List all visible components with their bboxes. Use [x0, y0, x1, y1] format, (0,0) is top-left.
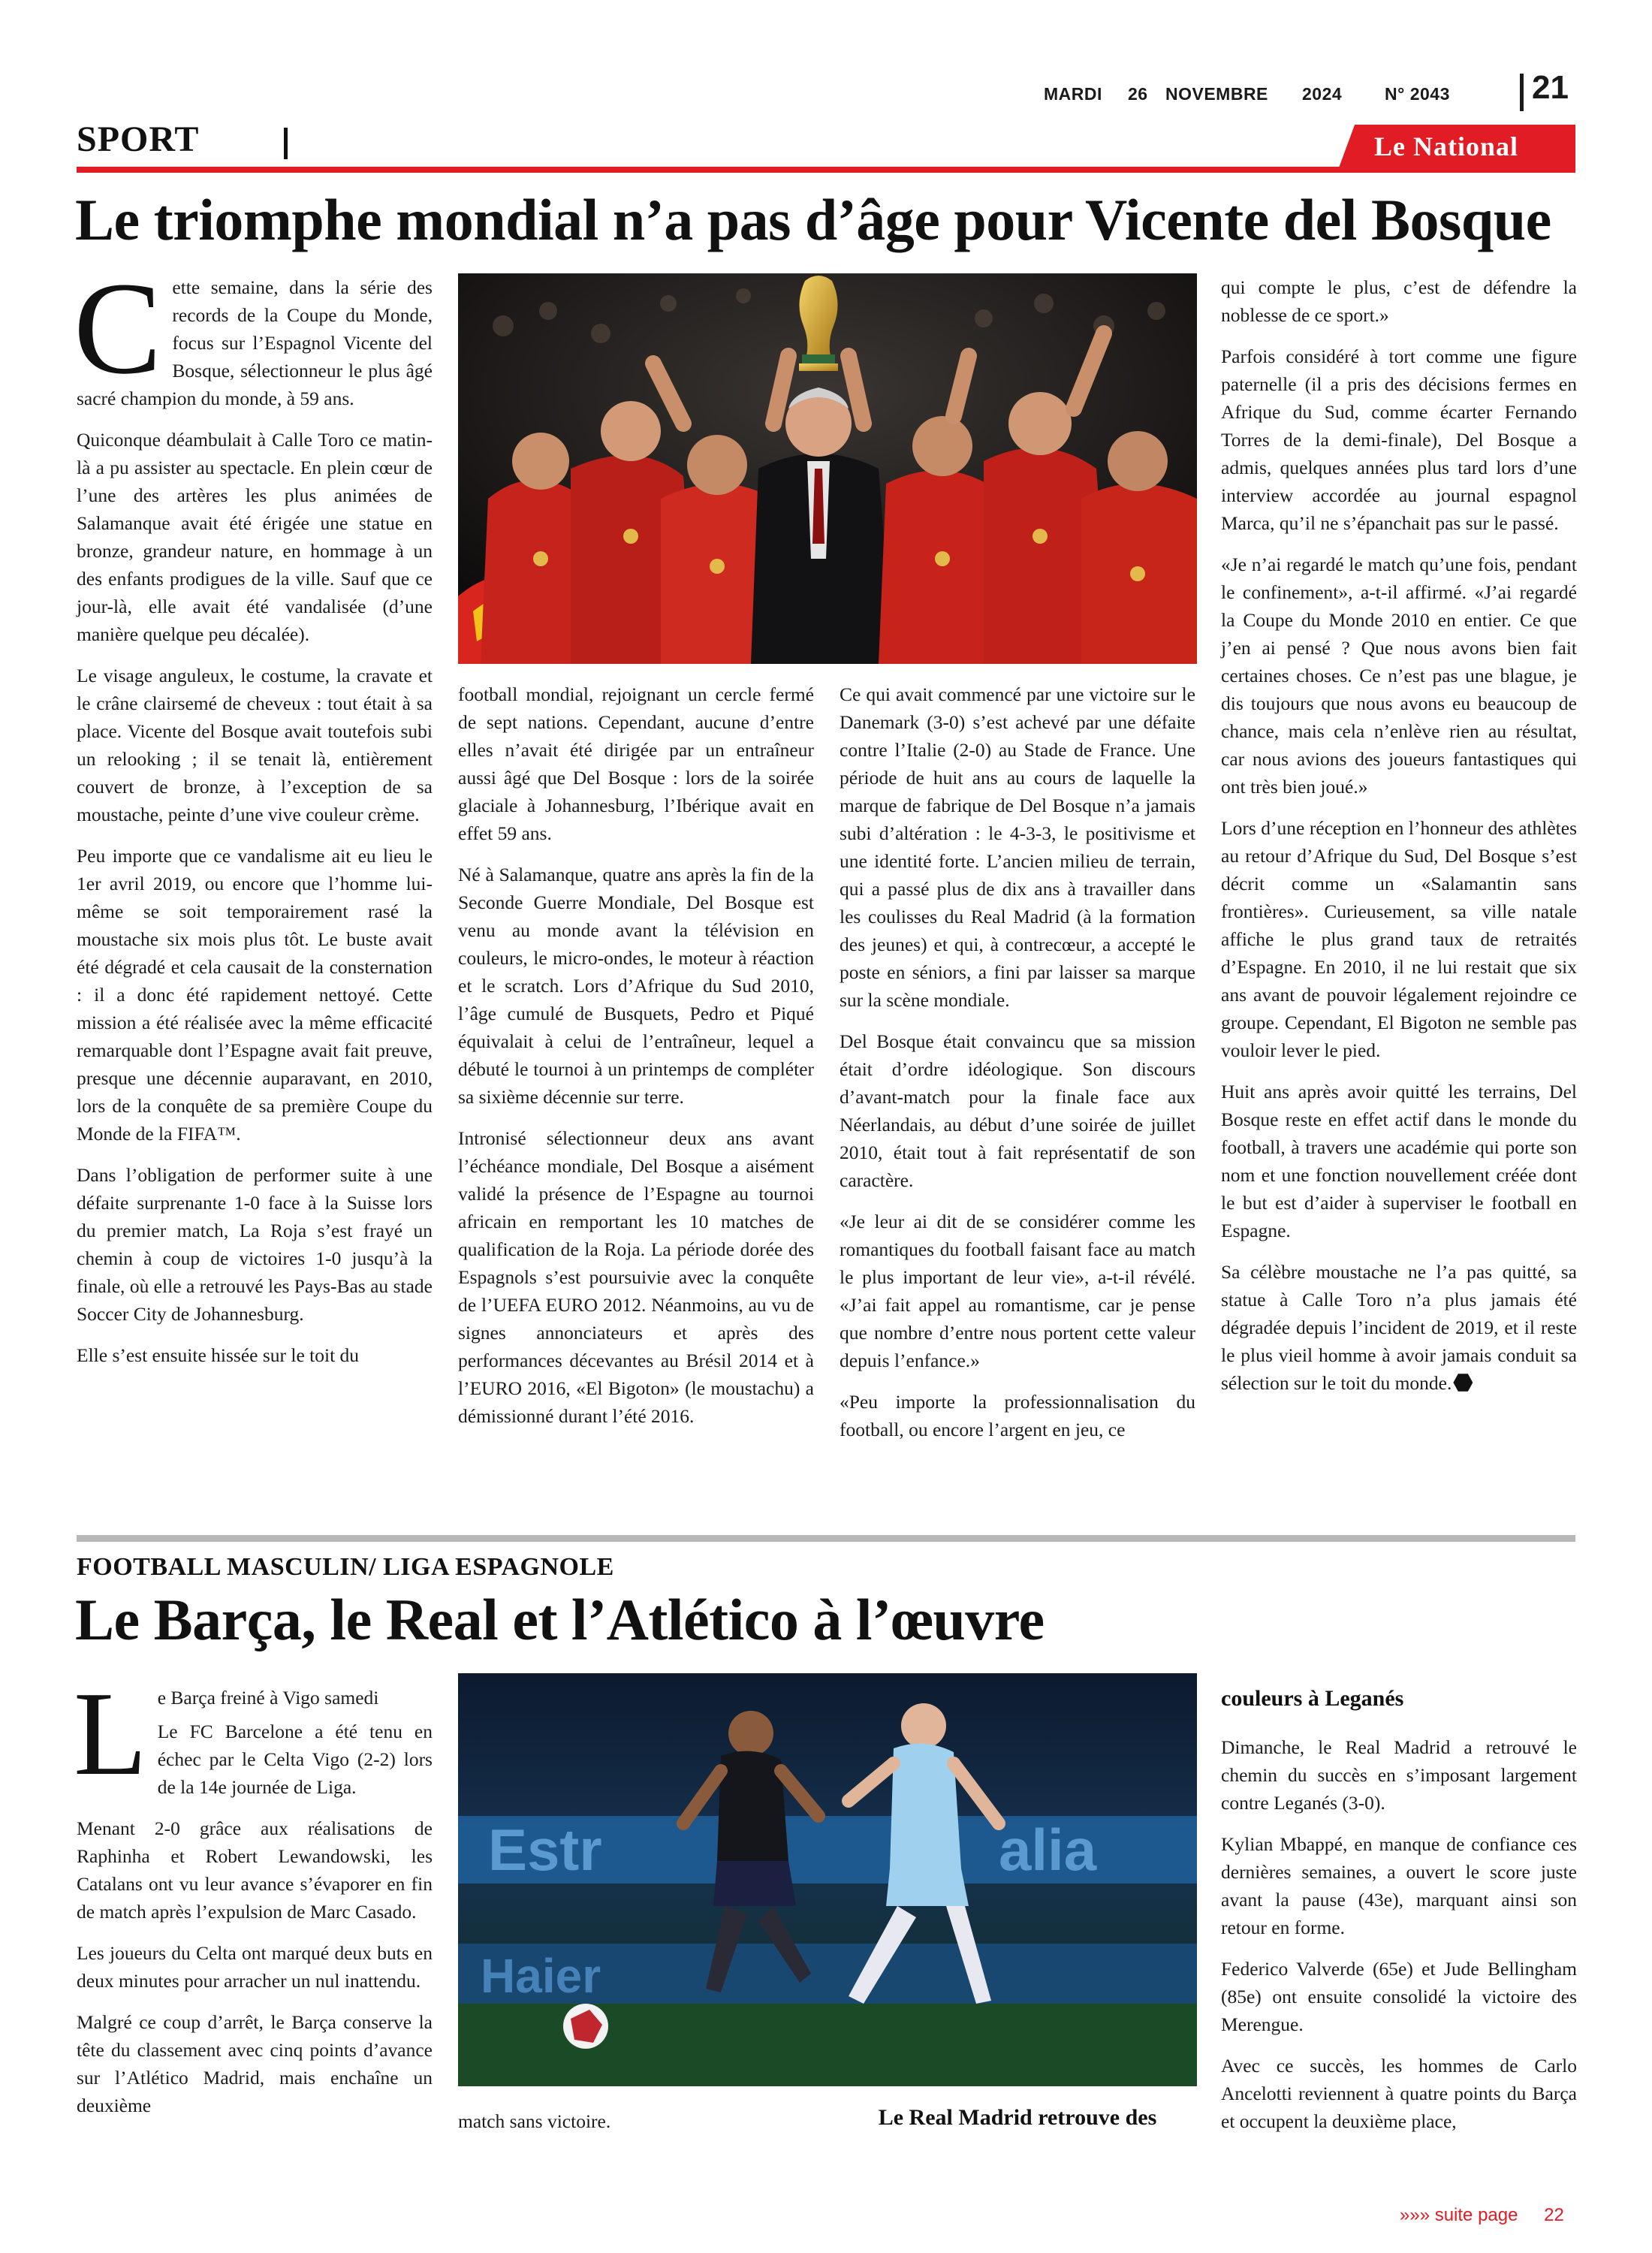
article1-paragraph: Né à Salamanque, quatre ans après la fin de la Seconde Guerre Mondiale, Del Bosque est venu au monde avant la télévision en couleurs, le micro-ondes, le moteur à réaction et le scratch. Lors d’Afrique du Sud 2010, l’âge cumulé de Busquets, Pedro et Piqué équivalait à celui de l’entraîneur, lequel a débuté le tournoi à un printemps de compléter sa sixième décennie sur terre. [458, 864, 814, 1108]
article2-paragraph: Les joueurs du Celta ont marqué deux buts en deux minutes pour arracher un nul inattendu. [77, 1942, 433, 1992]
article1-paragraph: «Je n’ai regardé le match qu’une fois, pendant le confinement», a-t-il affirmé. «J’ai regardé la Coupe du Monde 2010 en entier. Ce que j’en ai pensé ? Que nous avons bien fait certaines choses. Ce n’est pas une blague, je dis toujours que nous avons eu beaucoup de chance, mais cela n’enlève rien au résultat, car nous avions des joueurs fantastiques qui ont très bien joué.» [1221, 553, 1577, 798]
svg-text:Estr: Estr [488, 1817, 602, 1883]
section-label: SPORT [77, 119, 200, 159]
article1-paragraph: Parfois considéré à tort comme une figure paternelle (il a pris des décisions fermes en Afrique du Sud, comme écarter Fernando Torres de la demi-finale), Del Bosque a admis, quelques années plus tard lors d’une interview accordée au journal espagnol Marca, qu’il ne s’épanchait pas sur le passé. [1221, 345, 1577, 534]
article2-dropcap: L [74, 1666, 147, 1800]
end-of-article-icon [1453, 1373, 1473, 1392]
article1-paragraph: qui compte le plus, c’est de défendre la noblesse de ce sport.» [1221, 276, 1577, 326]
article1-paragraph: Lors d’une réception en l’honneur des athlètes au retour d’Afrique du Sud, Del Bosque s’est décrit comme un «Salamantin sans frontières». Curieusement, sa ville natale affiche le plus grand taux de retraités d’Espagne. En 2010, il ne lui restait que six ans avant de pouvoir légalement rejoindre ce groupe. Cependant, El Bigoton ne semble pas vouloir lever le pied. [1221, 817, 1577, 1061]
date-day: MARDI [1044, 84, 1102, 104]
page-number-divider [1520, 74, 1524, 111]
article2-subhead-continued: couleurs à Leganés [1221, 1686, 1404, 1711]
continued-on-page [1395, 2205, 1564, 2226]
article2-lead-text: e Barça freiné à Vigo samedi [157, 1687, 379, 1709]
article1-paragraph: Dans l’obligation de performer suite à une défaite surprenante 1-0 face à la Suisse lors du premier match, La Roja s’est frayé un chemin à coup de victoires 1-0 jusqu’à la finale, où elle a retrouvé les Pays-Bas au stade Soccer City de Johannesburg. [77, 1164, 433, 1325]
article1-dropcap: C [74, 255, 162, 402]
article1-column-3 [840, 680, 1195, 1457]
article2-paragraph: match sans victoire. [458, 2110, 611, 2132]
article1-paragraph: «Je leur ai dit de se considérer comme les romantiques du football faisant face au match le plus important de leur vie», a-t-il révélé. «J’ai fait appel au romantisme, car je pense que nombre d’entre nous portent cette valeur depuis l’enfance.» [840, 1211, 1195, 1371]
date-month: NOVEMBRE [1165, 84, 1268, 104]
continued-label: »»» suite page [1400, 2205, 1518, 2225]
article1-headline: Le triomphe mondial n’a pas d’âge pour Vicente del Bosque [75, 187, 1551, 252]
svg-text:alia: alia [999, 1817, 1097, 1883]
article1-paragraph: Ce qui avait commencé par une victoire sur le Danemark (3-0) s’est achevé par une défaite contre l’Italie (2-0) au Stade de France. Une période de huit ans au cours de laquelle la marque de fabrique de Del Bosque n’a jamais subi d’altération : le 4-3-3, le positivisme et une identité forte. L’ancien milieu de terrain, qui a passé plus de dix ans à travailler dans les coulisses du Real Madrid (à la formation des jeunes) et qui, à contrecœur, a accepté le poste en séniors, a fini par laisser sa marque sur la scène mondiale. [840, 683, 1195, 1011]
article2-headline: Le Barça, le Real et l’Atlético à l’œuvre [75, 1587, 1045, 1652]
article1-lead [74, 255, 433, 412]
date-day-number: 26 [1128, 84, 1148, 104]
article1-paragraph: Peu importe que ce vandalisme ait eu lieu le 1er avril 2019, ou encore que l’homme lui-même se soit temporairement rasé la moustache six mois plus tôt. Le buste avait été dégradé et cela causait de la consternation : il a donc été rapidement nettoyé. Cette mission a été réalisée avec la même efficacité remarquable dont l’Espagne avait fait preuve, presque une décennie auparavant, en 2010, lors de la conquête de sa première Coupe du Monde de la FIFA™. [77, 845, 433, 1145]
trophy-celebration-illustration [458, 273, 1197, 664]
article1-last-paragraph [1221, 1258, 1577, 1397]
section-divider [284, 128, 288, 159]
article2-column-1 [74, 1666, 433, 2133]
article1-paragraph: Huit ans après avoir quitté les terrains, Del Bosque reste en effet actif dans le monde du football, à travers une académie qui porte son nom et une fonction nouvellement créée dont le but est d’aider à superviser le football en Espagne. [1221, 1081, 1577, 1241]
continued-page-number: 22 [1544, 2205, 1564, 2225]
photo-match-action [458, 1673, 1197, 2086]
article2-subhead: Le Real Madrid retrouve des [878, 2105, 1157, 2130]
article2-paragraph: Menant 2-0 grâce aux réalisations de Raphinha et Robert Lewandowski, les Catalans ont vu leur avance s’évaporer en fin de match après l’expulsion de Marc Casado. [77, 1817, 433, 1923]
article1-paragraph: «Peu importe la professionnalisation du football, ou encore l’argent en jeu, ce [840, 1391, 1195, 1440]
article1-last-text: Sa célèbre moustache ne l’a pas quitté, sa statue à Calle Toro n’a plus jamais été dégradée depuis l’incident de 2019, et il reste le plus vieil homme à avoir jamais conduit sa sélection sur le toit du monde. [1221, 1261, 1577, 1394]
photo-trophy-celebration [458, 273, 1197, 664]
article1-paragraph: Del Bosque était convaincu que sa mission était d’ordre idéologique. Son discours d’avant-match pour la finale face aux Néerlandais, au début d’une soirée de juillet 2010, était tout à fait représentatif de son caractère. [840, 1030, 1195, 1191]
article2-paragraph: Kylian Mbappé, en manque de confiance ces dernières semaines, a ouvert le score juste avant la pause (43e), marquant ainsi son retour en forme. [1221, 1833, 1577, 1938]
article1-paragraph: football mondial, rejoignant un cercle fermé de sept nations. Cependant, aucune d’entre elles n’avait été dirigée par un entraîneur aussi âgé que Del Bosque : lors de la soirée glaciale à Johannesburg, l’Ibérique avait en effet 59 ans. [458, 683, 814, 844]
issue-number: N° 2043 [1385, 84, 1450, 104]
article1-column-1 [74, 255, 433, 1383]
article1-paragraph: Elle s’est ensuite hissée sur le toit du [77, 1344, 360, 1366]
match-action-illustration [458, 1673, 1197, 2086]
article1-column-2 [458, 680, 814, 1443]
article2-paragraph: Dimanche, le Real Madrid a retrouvé le chemin du succès en s’imposant largement contre Leganés (3-0). [1221, 1736, 1577, 1814]
article2-column-3 [840, 2103, 1195, 2146]
page-number: 21 [1532, 69, 1569, 106]
article2-lead-paragraph: Le FC Barcelone a été tenu en échec par le Celta Vigo (2-2) lors de la 14e journée de Liga. [157, 1721, 433, 1798]
header-rule [77, 167, 1575, 173]
article2-paragraph: Federico Valverde (65e) et Jude Bellingham (85e) ont ensuite consolidé la victoire des Merengue. [1221, 1958, 1577, 2035]
brand-name: Le National [1374, 131, 1519, 161]
article1-lead-text: ette semaine, dans la série des records de la Coupe du Monde, focus sur l’Espagnol Vicente del Bosque, sélectionneur le plus âgé sacré champion du monde, à 59 ans. [77, 276, 433, 409]
svg-text:Haier: Haier [481, 1949, 601, 2003]
article1-paragraph: Le visage anguleux, le costume, la cravate et le crâne clairsemé de cheveux : tout était à sa place. Vicente del Bosque avait toutefois subi un relooking ; il se tenait là, entièrement couvert de bronze, à l’exception de sa moustache, peinte d’une vive couleur crème. [77, 665, 433, 825]
article1-paragraph: Quiconque déambulait à Calle Toro ce matin-là a pu assister au spectacle. En plein cœur de l’une des artères les plus animées de Salamanque avait été érigée une statue en bronze, grandeur nature, en hommage à un des enfants prodigues de la ville. Sauf que ce jour-là, elle avait été vandalisée (d’une manière quelque peu décalée). [77, 429, 433, 645]
article2-column-2 [458, 2107, 814, 2149]
article1-column-4 [1221, 273, 1577, 1410]
article1-paragraph: Intronisé sélectionneur deux ans avant l’échéance mondiale, Del Bosque a aisément validé la présence de l’Espagne au tournoi africain en remportant les 10 matches de qualification de la Roja. La période dorée des Espagnols s’est poursuivie avec la conquête de l’UEFA EURO 2012. Néanmoins, au vu de signes annonciateurs et après des performances décevantes au Brésil 2014 et à l’EURO 2016, «El Bigoton» (le moustachu) a démissionné durant l’été 2016. [458, 1127, 814, 1427]
article-separator [77, 1535, 1575, 1542]
article2-kicker: FOOTBALL MASCULIN/ LIGA ESPAGNOLE [77, 1553, 614, 1581]
article2-paragraph: Avec ce succès, les hommes de Carlo Ancelotti reviennent à quatre points du Barça et occupent la deuxième place, [1221, 2055, 1577, 2132]
article2-paragraph: Malgré ce coup d’arrêt, le Barça conserve la tête du classement avec cinq points d’avance sur l’Atlético Madrid, mais enchaîne un deuxième [77, 2011, 433, 2116]
date-year: 2024 [1302, 84, 1343, 104]
article2-column-4 [1221, 1684, 1577, 2149]
